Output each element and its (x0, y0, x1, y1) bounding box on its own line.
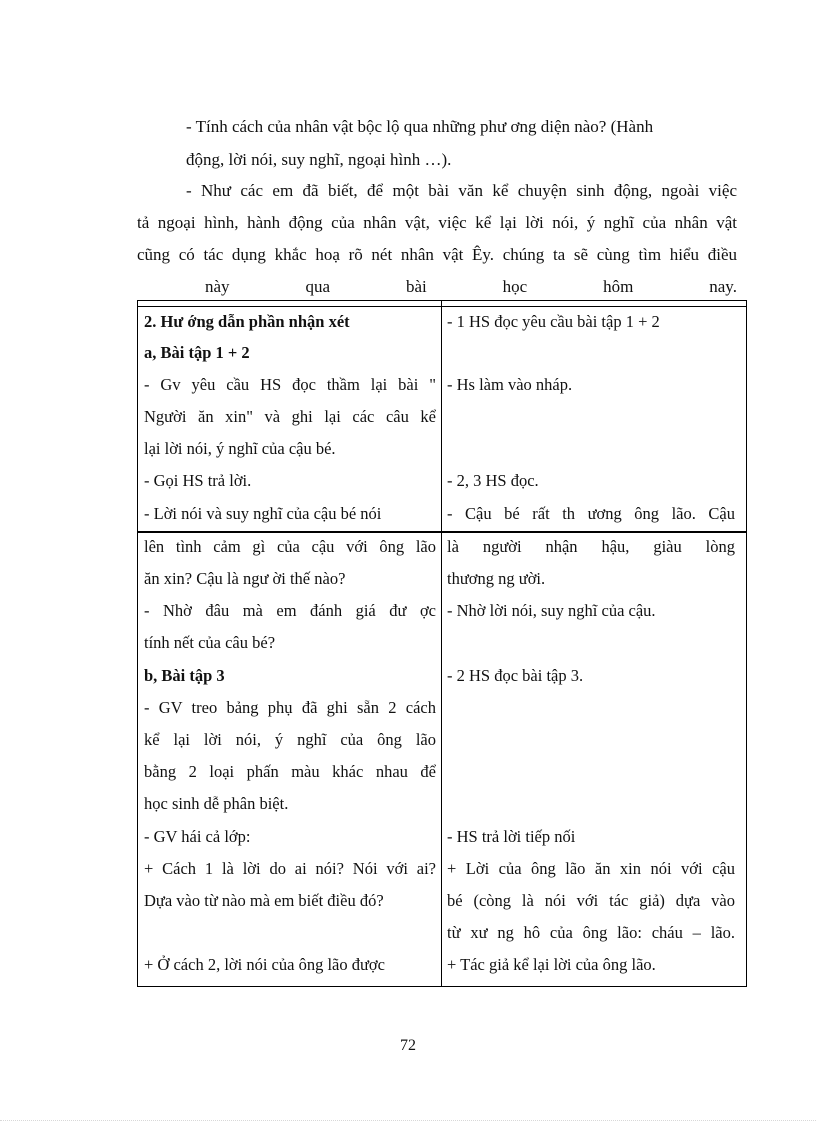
word: qua (305, 277, 331, 296)
student-text: - 2, 3 HS đọc. (447, 471, 539, 490)
word: hôm (603, 277, 634, 296)
teacher-text: - GV treo bảng phụ đã ghi sẵn 2 cách (144, 698, 436, 717)
exercise-heading: b, Bài tập 3 (144, 666, 225, 685)
paragraph-line: - Như các em đã biết, để một bài văn kể chuyện sinh động, ngoài việc (186, 181, 737, 200)
exercise-heading: a, Bài tập 1 + 2 (144, 343, 250, 362)
student-text: thương ng ười. (447, 569, 546, 588)
paragraph-line: tả ngoại hình, hành động của nhân vật, việc kể lại lời nói, ý nghĩ của nhân vật (137, 213, 737, 232)
page-number: 72 (400, 1037, 416, 1054)
paragraph-line-distributed (205, 277, 737, 297)
student-text: - 2 HS đọc bài tập 3. (447, 666, 584, 685)
teacher-text: - Lời nói và suy nghĩ của cậu bé nói (144, 504, 382, 523)
teacher-text: bằng 2 loại phấn màu khác nhau để (144, 762, 436, 781)
word: bài (405, 277, 427, 296)
teacher-text: Dựa vào từ nào mà em biết điều đó? (144, 891, 384, 910)
teacher-text: - Nhờ đâu mà em đánh giá đư ợc (144, 601, 436, 620)
student-text: + Tác giả kể lại lời của ông lão. (447, 955, 656, 974)
word: học (502, 277, 528, 296)
teacher-text: học sinh dễ phân biệt. (144, 794, 289, 813)
section-heading: 2. Hư ớng dẫn phần nhận xét (144, 312, 350, 331)
teacher-text: + Ở cách 2, lời nói của ông lão được (144, 955, 385, 974)
student-text: - Hs làm vào nháp. (447, 375, 573, 394)
teacher-text: - Gọi HS trả lời. (144, 471, 252, 490)
student-text: + Lời của ông lão ăn xin nói với cậu (447, 859, 735, 878)
teacher-text: + Cách 1 là lời do ai nói? Nói với ai? (144, 859, 436, 878)
teacher-text: lại lời nói, ý nghĩ của cậu bé. (144, 439, 336, 458)
teacher-text: ăn xin? Cậu là ngư ời thế nào? (144, 569, 346, 588)
word: nay. (709, 277, 737, 296)
header-rule (138, 306, 746, 307)
teacher-text: - GV hái cả lớp: (144, 827, 251, 846)
word: này (205, 277, 230, 296)
teacher-text: tính nết của câu bé? (144, 633, 276, 652)
teacher-text: lên tình cảm gì của cậu với ông lão (144, 537, 436, 556)
student-text: - Cậu bé rất th ương ông lão. Cậu (447, 504, 735, 523)
student-text: - 1 HS đọc yêu cầu bài tập 1 + 2 (447, 312, 660, 331)
teacher-text: - Gv yêu cầu HS đọc thầm lại bài " (144, 375, 436, 394)
lesson-table-lower (137, 532, 747, 987)
student-text: từ xư ng hô của ông lão: cháu – lão. (447, 923, 735, 942)
student-text: - Nhờ lời nói, suy nghĩ của cậu. (447, 601, 656, 620)
lesson-table-upper (137, 300, 747, 532)
teacher-text: Người ăn xin" và ghi lại các câu kể (144, 407, 436, 426)
column-divider (441, 533, 442, 986)
footer-rule (0, 1120, 816, 1121)
paragraph-line: động, lời nói, suy nghĩ, ngoại hình …). (186, 150, 452, 169)
paragraph-line: - Tính cách của nhân vật bộc lộ qua những phư ơng diện nào? (Hành (186, 117, 654, 136)
student-text: là người nhận hậu, giàu lòng (447, 537, 735, 556)
paragraph-line: cũng có tác dụng khắc hoạ rõ nét nhân vật Êy. chúng ta sẽ cùng tìm hiểu điều (137, 245, 737, 264)
teacher-text: kể lại lời nói, ý nghĩ của ông lão (144, 730, 436, 749)
student-text: - HS trả lời tiếp nối (447, 827, 576, 846)
column-divider (441, 301, 442, 531)
student-text: bé (còng là nói với tác giả) dựa vào (447, 891, 735, 910)
